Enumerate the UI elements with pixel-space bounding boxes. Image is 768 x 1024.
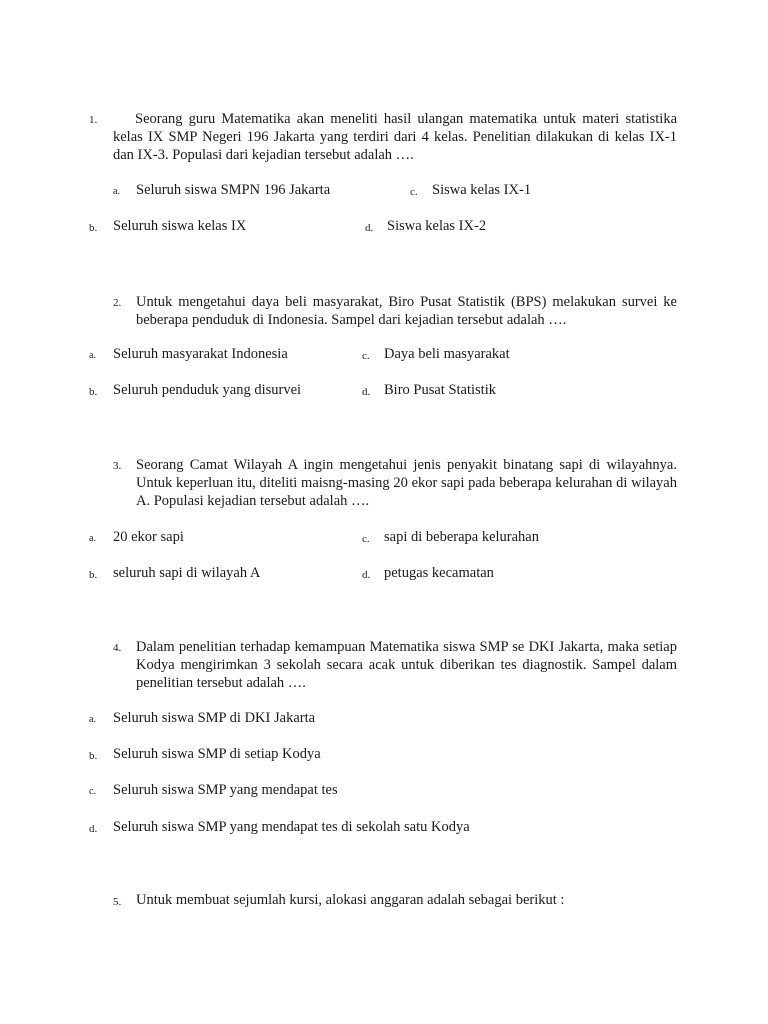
option-letter: d. [362,569,371,581]
question-number: 5. [113,896,122,908]
option-text: petugas kecamatan [384,565,494,581]
question-text: Untuk membuat sejumlah kursi, alokasi anggaran adalah sebagai berikut : [136,892,565,908]
option-text: Seluruh siswa SMPN 196 Jakarta [136,182,331,198]
option-letter: c. [362,533,370,545]
option-letter: d. [89,823,98,835]
option-letter: a. [89,714,96,725]
option-text: 20 ekor sapi [113,529,184,545]
question-text: Dalam penelitian terhadap kemampuan Matematika siswa SMP se DKI Jakarta, maka setiap Kodya mengirimkan 3 sekolah secara acak untuk diberikan tes diagnostik. Sampel dalam penelitian tersebut adalah …. [136,639,677,691]
option-letter: c. [89,786,96,797]
option-letter: c. [362,350,370,362]
option-letter: c. [410,186,418,198]
option-letter: b. [89,386,98,398]
question-number: 4. [113,642,122,654]
question-text: Untuk mengetahui daya beli masyarakat, Biro Pusat Statistik (BPS) melakukan survei ke beberapa penduduk di Indonesia. Sampel dari kejadian tersebut adalah …. [136,294,677,328]
question-text: Seorang Camat Wilayah A ingin mengetahui jenis penyakit binatang sapi di wilayahnya. Untuk keperluan itu, diteliti maisng-masing 20 ekor sapi pada beberapa kelurahan di wilayah A. Populasi kejadian tersebut adalah …. [136,457,677,509]
option-text: seluruh sapi di wilayah A [113,565,261,581]
option-text: Seluruh siswa SMP yang mendapat tes [113,782,338,798]
question-number: 2. [113,297,122,309]
option-letter: d. [362,386,371,398]
option-text: Siswa kelas IX-1 [432,182,532,198]
option-letter: b. [89,750,98,762]
option-text: Seluruh siswa SMP di DKI Jakarta [113,710,316,726]
option-text: Seluruh siswa SMP di setiap Kodya [113,746,321,762]
question-number: 3. [113,460,122,472]
option-letter: a. [89,350,96,361]
option-text: Seluruh masyarakat Indonesia [113,346,288,362]
option-text: Daya beli masyarakat [384,346,510,362]
option-letter: d. [365,222,374,234]
option-letter: a. [89,533,96,544]
option-letter: a. [113,186,120,197]
option-text: Seluruh penduduk yang disurvei [113,382,302,398]
question-number: 1. [89,114,98,126]
option-text: Siswa kelas IX-2 [387,218,487,234]
option-text: Seluruh siswa kelas IX [113,218,247,234]
option-text: Seluruh siswa SMP yang mendapat tes di sekolah satu Kodya [113,819,470,835]
question-text: Seorang guru Matematika akan meneliti hasil ulangan matematika untuk materi statistika kelas IX SMP Negeri 196 Jakarta yang terdiri dari 4 kelas. Penelitian dilakukan di kelas IX-1 dan IX-3. Populasi dari kejadian tersebut adalah …. [113,111,677,163]
option-text: Biro Pusat Statistik [384,382,496,398]
option-letter: b. [89,569,98,581]
option-letter: b. [89,222,98,234]
option-text: sapi di beberapa kelurahan [384,529,539,545]
